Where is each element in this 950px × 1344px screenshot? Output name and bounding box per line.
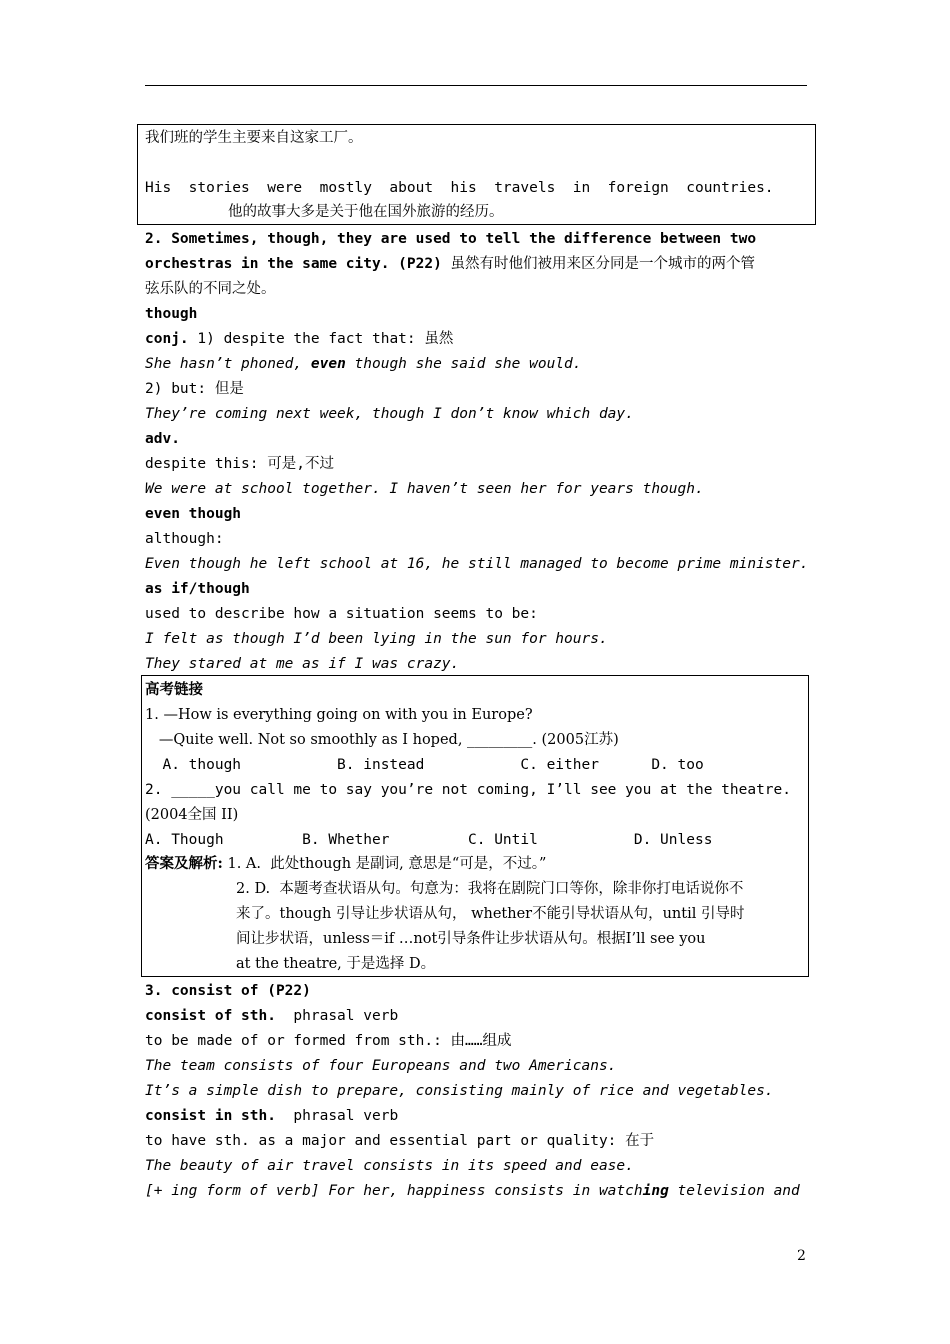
- consist-of-definition: to be made of or formed from sth.: 由……组成: [145, 1033, 512, 1049]
- page-number: 2: [797, 1248, 806, 1264]
- consist-in-example-2c: television and: [668, 1183, 800, 1199]
- even-though-label: even though: [145, 506, 242, 522]
- answer-2-line3: 间让步状语，unless＝if …not引导条件让步状语从句。根据I’ll see you: [236, 931, 706, 947]
- header-rule: [145, 85, 807, 86]
- example-5: I felt as though I’d been lying in the sun for hours.: [145, 631, 608, 647]
- as-if-definition: used to describe how a situation seems to be:: [145, 606, 538, 622]
- question-2-stem: 2. _____you call me to say you’re not coming, I’ll see you at the theatre.: [145, 782, 792, 798]
- answer-2-line1: 2. D. 本题考查状语从句。句意为：我将在剧院门口等你，除非你打电话说你不: [236, 881, 744, 897]
- question-1-stem: 1. —How is everything going on with you in Europe?: [145, 707, 533, 723]
- sec2-heading-2-en: orchestras in the same city. (P22): [145, 256, 451, 272]
- question-2-source: (2004全国 II): [145, 807, 239, 823]
- example-1-emphasis: even: [310, 356, 346, 372]
- conj-definition-2: 2) but: 但是: [145, 381, 244, 397]
- sec3-heading: 3. consist of (P22): [145, 983, 311, 999]
- question-1-reply: —Quite well. Not so smoothly as I hoped, _________. (2005江苏): [145, 732, 619, 748]
- consist-of-label: consist of sth.: [145, 1008, 276, 1024]
- box1-line1: 我们班的学生主要来自这家工厂。: [145, 130, 363, 146]
- example-1a: She hasn’t phoned,: [145, 356, 311, 372]
- example-2: They’re coming next week, though I don’t know which day.: [145, 406, 634, 422]
- example-3: We were at school together. I haven’t seen her for years though.: [145, 481, 704, 497]
- consist-of-example-1: The team consists of four Europeans and two Americans.: [145, 1058, 617, 1074]
- consist-of-entry: [145, 1007, 398, 1025]
- example-4: Even though he left school at 16, he still managed to become prime minister.: [145, 556, 809, 572]
- consist-in-example-2: [145, 1182, 800, 1200]
- answer-2-line2: 来了。though 引导让步状语从句， whether不能引导状语从句，until 引导时: [236, 906, 745, 922]
- question-1-options: A. though B. instead C. either D. too: [145, 757, 704, 773]
- example-6: They stared at me as if I was crazy.: [145, 656, 460, 672]
- consist-in-example-2a: [+ ing form of verb] For her, happiness consists in watch: [145, 1183, 643, 1199]
- answer-1-text: 1. A. 此处though 是副词, 意思是“可是，不过。”: [222, 856, 547, 872]
- as-if-label: as if/though: [145, 581, 250, 597]
- consist-in-type: phrasal verb: [275, 1108, 399, 1124]
- conj-definition-1: [145, 330, 453, 348]
- exam-link-title: 高考链接: [145, 681, 203, 698]
- consist-of-example-2: It’s a simple dish to prepare, consisting mainly of rice and vegetables.: [145, 1083, 774, 1099]
- adv-label: adv.: [145, 431, 180, 447]
- sec2-heading-2-zh: 虽然有时他们被用来区分同是一个城市的两个管: [450, 256, 756, 272]
- answer-label: 答案及解析:: [145, 855, 223, 872]
- consist-in-example-1: The beauty of air travel consists in its speed and ease.: [145, 1158, 634, 1174]
- consist-in-label: consist in sth.: [145, 1108, 276, 1124]
- answer-2-line4: at the theatre, 于是选择 D。: [236, 956, 436, 972]
- box1-line3: 他的故事大多是关于他在国外旅游的经历。: [228, 204, 504, 220]
- word-though: though: [145, 306, 198, 322]
- sec2-heading-3: 弦乐队的不同之处。: [145, 281, 276, 297]
- conj-label: conj.: [145, 331, 189, 347]
- consist-in-example-2-emphasis: ing: [642, 1183, 669, 1199]
- even-though-definition: although:: [145, 531, 224, 547]
- conj-def1-text: 1) despite the fact that: 虽然: [188, 331, 454, 347]
- question-2-options: A. Though B. Whether C. Until D. Unless: [145, 832, 713, 848]
- consist-in-definition: to have sth. as a major and essential part or quality: 在于: [145, 1133, 655, 1149]
- box1-line2: His stories were mostly about his travels in foreign countries.: [145, 180, 774, 196]
- sec2-heading-1: 2. Sometimes, though, they are used to tell the difference between two: [145, 231, 757, 247]
- consist-in-entry: [145, 1107, 398, 1125]
- sec2-heading-2: [145, 255, 755, 273]
- adv-definition: despite this: 可是,不过: [145, 456, 334, 472]
- example-1c: though she said she would.: [345, 356, 582, 372]
- example-1: [145, 355, 582, 373]
- consist-of-type: phrasal verb: [275, 1008, 399, 1024]
- answer-1: [145, 855, 546, 873]
